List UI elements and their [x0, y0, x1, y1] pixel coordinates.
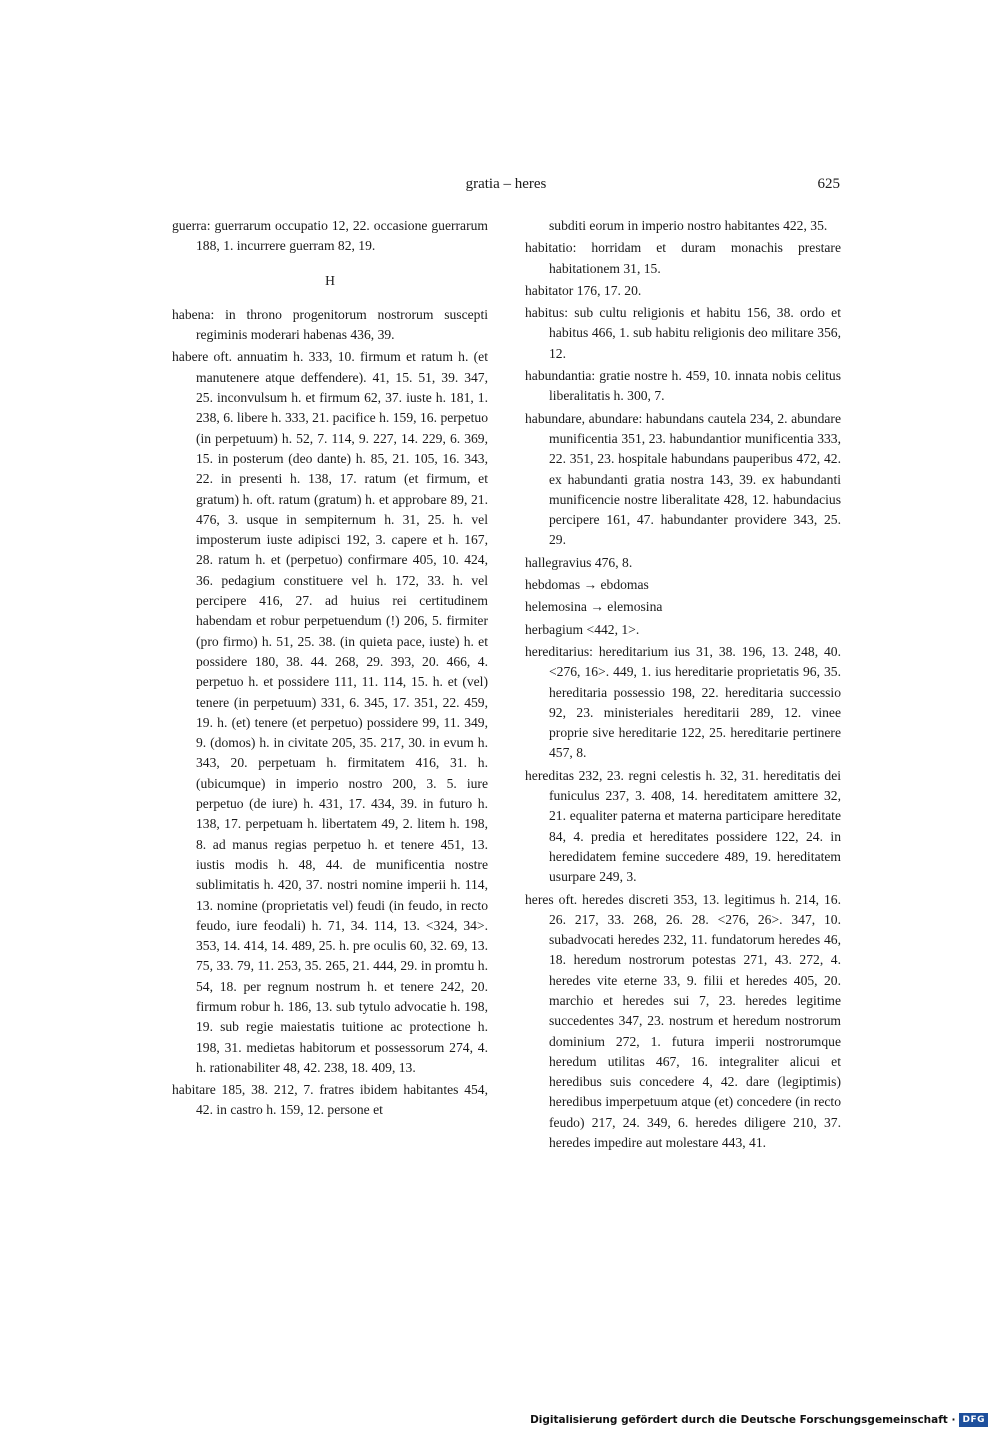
running-title: gratia – heres — [465, 176, 547, 192]
funding-note: Digitalisierung gefördert durch die Deutsche Forschungsgemeinschaft · — [530, 1414, 956, 1426]
index-entry: hereditas 232, 23. regni celestis h. 32, 31. hereditatis dei funiculus 237, 3. 408, 14. hereditatem amittere 32, 21. equaliter paterna et materna participare hereditate 84, 4. predia et hereditates possidere 122, 24. in heredidatem femine succedere 489, 19. hereditatem usurpare 249, 3. — [525, 767, 841, 885]
index-entry: habitatio: horridam et duram monachis prestare habitationem 31, 15. — [525, 240, 841, 276]
index-entry: habitare 185, 38. 212, 7. fratres ibidem habitantes 454, 42. in castro h. 159, 12. persone et — [172, 1082, 488, 1118]
page-number: 625 — [817, 176, 840, 192]
index-entry: helemosina → elemosina — [525, 599, 663, 615]
index-entry: habundantia: gratie nostre h. 459, 10. innata nobis celitus liberalitatis h. 300, 7. — [525, 368, 841, 404]
page-header — [172, 174, 840, 194]
right-column — [525, 216, 841, 1155]
left-column — [172, 216, 488, 1123]
index-entry: habitus: sub cultu religionis et habitu 156, 38. ordo et habitus 466, 1. sub habitu religionis deo militare 356, 12. — [525, 305, 841, 361]
index-entry: heres oft. heredes discreti 353, 13. legitimus h. 214, 16. 26. 217, 33. 268, 26. 28. <276, 26>. 347, 10. subadvocati heredes 232, 11. fundatorum heredes 46, 18. heredum nostrorum potestas 271, 43. 272, 4. heredes vite eterne 33, 9. filii et heredes 405, 20. marchio et heredes sui 7, 23. heredes legitime succedentes 347, 23. nostrum et heredum nostrorum dominium 272, 1. futura imperii nostrorumque heredum utilitas 467, 16. integraliter alicui et heredibus suis concedere 4, 42. dare (legiptimis) heredibus imperpetuum atque (et) concedere (in recto feudo) 217, 24. 349, 6. heredes diligere 210, 37. heredes impedire aut molestare 443, 41. — [525, 891, 841, 1151]
index-entry: herbagium <442, 1>. — [525, 621, 640, 637]
index-entry: hallegravius 476, 8. — [525, 554, 633, 570]
index-entry: habere oft. annuatim h. 333, 10. firmum et ratum h. (et manutenere atque deffendere). 41, 15. 51, 39. 347, 25. inconvulsum h. et firmum 62, 37. iuste h. 181, 1. 238, 6. libere h. 333, 21. pacifice h. 159, 16. perpetuo (in perpetuum) h. 52, 7. 114, 9. 227, 14. 229, 6. 369, 15. in posterum (deo dante) h. 85, 21. 105, 16. 343, 22. in presenti h. 138, 17. ratum (et firmum, et gratum) h. oft. ratum (gratum) h. et approbare 89, 21. 476, 3. usque in sempiternum h. 31, 25. h. vel imposterum iuste adipisci 192, 3. capere et h. 167, 28. ratum h. et (perpetuo) confirmare 405, 10. 424, 36. pedagium constituere vel h. 172, 33. h. vel percipere 416, 27. ad huius rei certitudinem habendam et robur perpetuendum (!) 206, 5. firmiter (pro firmo) h. 51, 25. 38. (in quieta pace, iuste) h. et possidere 180, 38. 44. 268, 29. 393, 20. 466, 4. perpetuo h. et possidere 111, 11. 114, 15. h. et (vel) tenere (in perpetuum) 331, 6. 345, 17. 351, 22. 459, 19. h. (et) tenere (et perpetuo) possidere 99, 11. 349, 9. (domos) h. in civitate 205, 35. 217, 30. in evum h. 343, 20. perpetuam h. firmitatem 416, 31. h. (ubicumque) in imperio nostro 200, 3. 5. iure perpetuo (de iure) h. 431, 17. 434, 39. in futuro h. 138, 17. perpetuam h. libertatem 49, 2. litem h. 198, 8. ad manus regias perpetuo h. et tenere 451, 13. iustis modis h. 48, 44. de munificentia nostre sublimitatis h. 420, 37. nostri nomine imperii h. 114, 13. nomine (proprietatis vel) feudi (in feudo, in recto feudo, iure feodali) h. 71, 34. 114, 13. <324, 34>. 353, 14. 414, 14. 489, 25. h. pre oculis 60, 32. 69, 13. 75, 33. 79, 11. 253, 35. 265, 21. 444, 29. in promtu h. 54, 18. per regnum nostrum h. et tenere 242, 20. firmum robur h. 186, 13. sub tytulo advocatie h. 198, 19. sub regie maiestatis tuitione ac protectione h. 198, 31. medietas habitorum et possessorum 274, 4. h. rationabiliter 48, 42. 238, 18. 409, 13. — [172, 349, 488, 1075]
index-entry: habitator 176, 17. 20. — [525, 282, 642, 298]
index-entry: hereditarius: hereditarium ius 31, 38. 196, 13. 248, 40. <276, 16>. 449, 1. ius hereditarie proprietatis 96, 35. hereditaria possessio 198, 22. hereditaria successio 92, 23. ministeriales hereditarii 289, 12. vinee proprie sive hereditarie 122, 25. hereditarie pertinere 457, 8. — [525, 643, 841, 761]
funding-banner — [530, 1412, 988, 1428]
section-letter: H — [325, 272, 335, 288]
index-entry: habundare, abundare: habundans cautela 234, 2. abundare munificentia 351, 23. habundantior munificentia 333, 22. 351, 23. hospitale habundans pauperibus 472, 42. ex habundanti gratia nostra 143, 39. ex habundanti munificencie nostre liberalitate 428, 12. habundacius percipere 161, 47. habundanter providere 343, 25. 29. — [525, 410, 841, 548]
index-entry: guerra: guerrarum occupatio 12, 22. occasione guerrarum 188, 1. incurrere guerram 82, 19. — [172, 218, 488, 254]
dfg-logo: DFG — [959, 1413, 988, 1427]
index-entry-continuation: subditi eorum in imperio nostro habitantes 422, 35. — [549, 218, 828, 233]
index-entry: hebdomas → ebdomas — [525, 577, 649, 593]
index-entry: habena: in throno progenitorum nostrorum suscepti regiminis moderari habenas 436, 39. — [172, 306, 488, 343]
